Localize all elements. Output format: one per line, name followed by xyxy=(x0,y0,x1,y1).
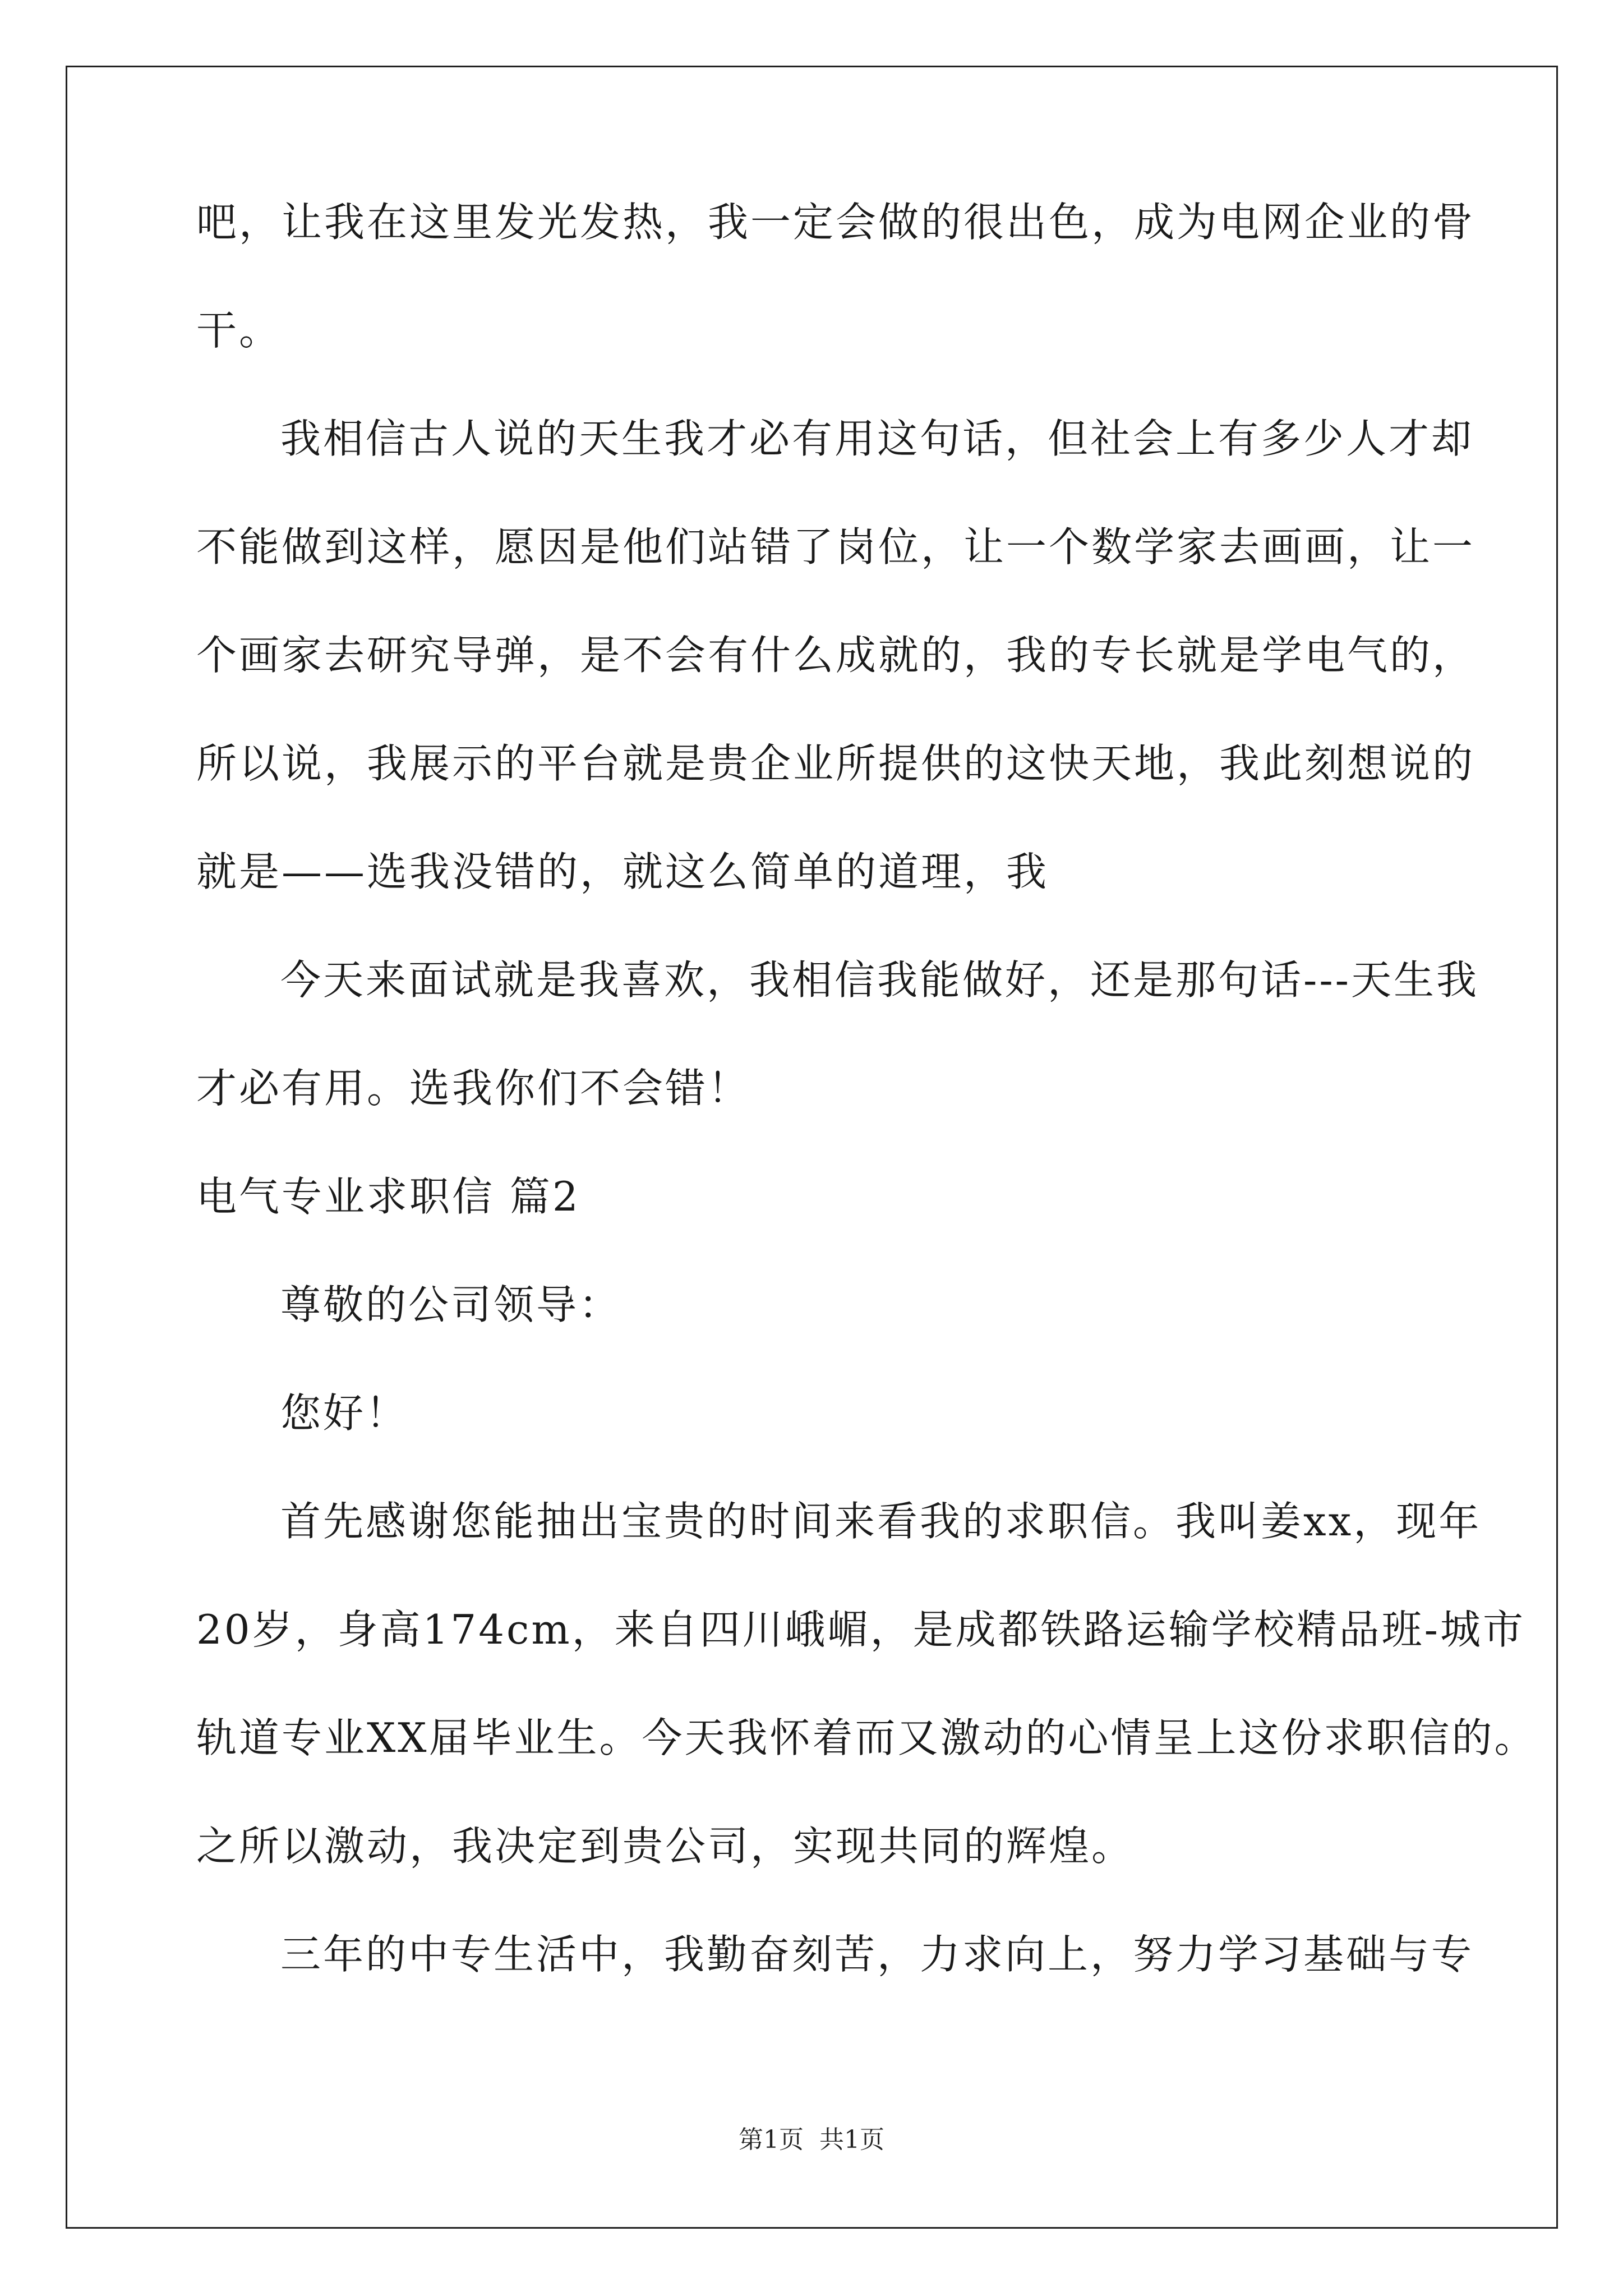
section-heading: 电气专业求职信 篇2 xyxy=(196,1173,580,1220)
text-line: 我相信古人说的天生我才必有用这句话，但社会上有多少人才却 xyxy=(280,415,1474,462)
text-line: 今天来面试就是我喜欢，我相信我能做好，还是那句话---天生我 xyxy=(280,956,1479,1004)
text-line: 三年的中专生活中，我勤奋刻苦，力求向上，努力学习基础与专 xyxy=(280,1931,1474,1978)
salutation: 尊敬的公司领导： xyxy=(280,1281,622,1328)
text-line: 干。 xyxy=(196,307,282,354)
text-line: 轨道专业XX届毕业生。今天我怀着而又激动的心情呈上这份求职信的。 xyxy=(196,1714,1537,1761)
text-line: 就是——选我没错的，就这么简单的道理，我 xyxy=(196,848,1049,895)
text-line: 才必有用。选我你们不会错！ xyxy=(196,1065,751,1112)
text-line: 之所以激动，我决定到贵公司，实现共同的辉煌。 xyxy=(196,1823,1135,1870)
page-footer: 第1页 共1页 xyxy=(739,2125,884,2154)
text-line: 不能做到这样，愿因是他们站错了岗位，让一个数学家去画画，让一 xyxy=(196,523,1476,570)
text-line: 20岁，身高174cm，来自四川峨嵋，是成都铁路运输学校精品班-城市 xyxy=(196,1606,1525,1653)
text-line: 首先感谢您能抽出宝贵的时间来看我的求职信。我叫姜xx，现年 xyxy=(280,1498,1482,1545)
text-line: 个画家去研究导弹，是不会有什么成就的，我的专长就是学电气的， xyxy=(196,632,1476,679)
text-line: 吧，让我在这里发光发热，我一定会做的很出色，成为电网企业的骨 xyxy=(196,199,1476,246)
letter-body xyxy=(196,199,1537,2042)
text-line: 所以说，我展示的平台就是贵企业所提供的这快天地，我此刻想说的 xyxy=(196,740,1476,787)
greeting: 您好！ xyxy=(280,1389,409,1437)
